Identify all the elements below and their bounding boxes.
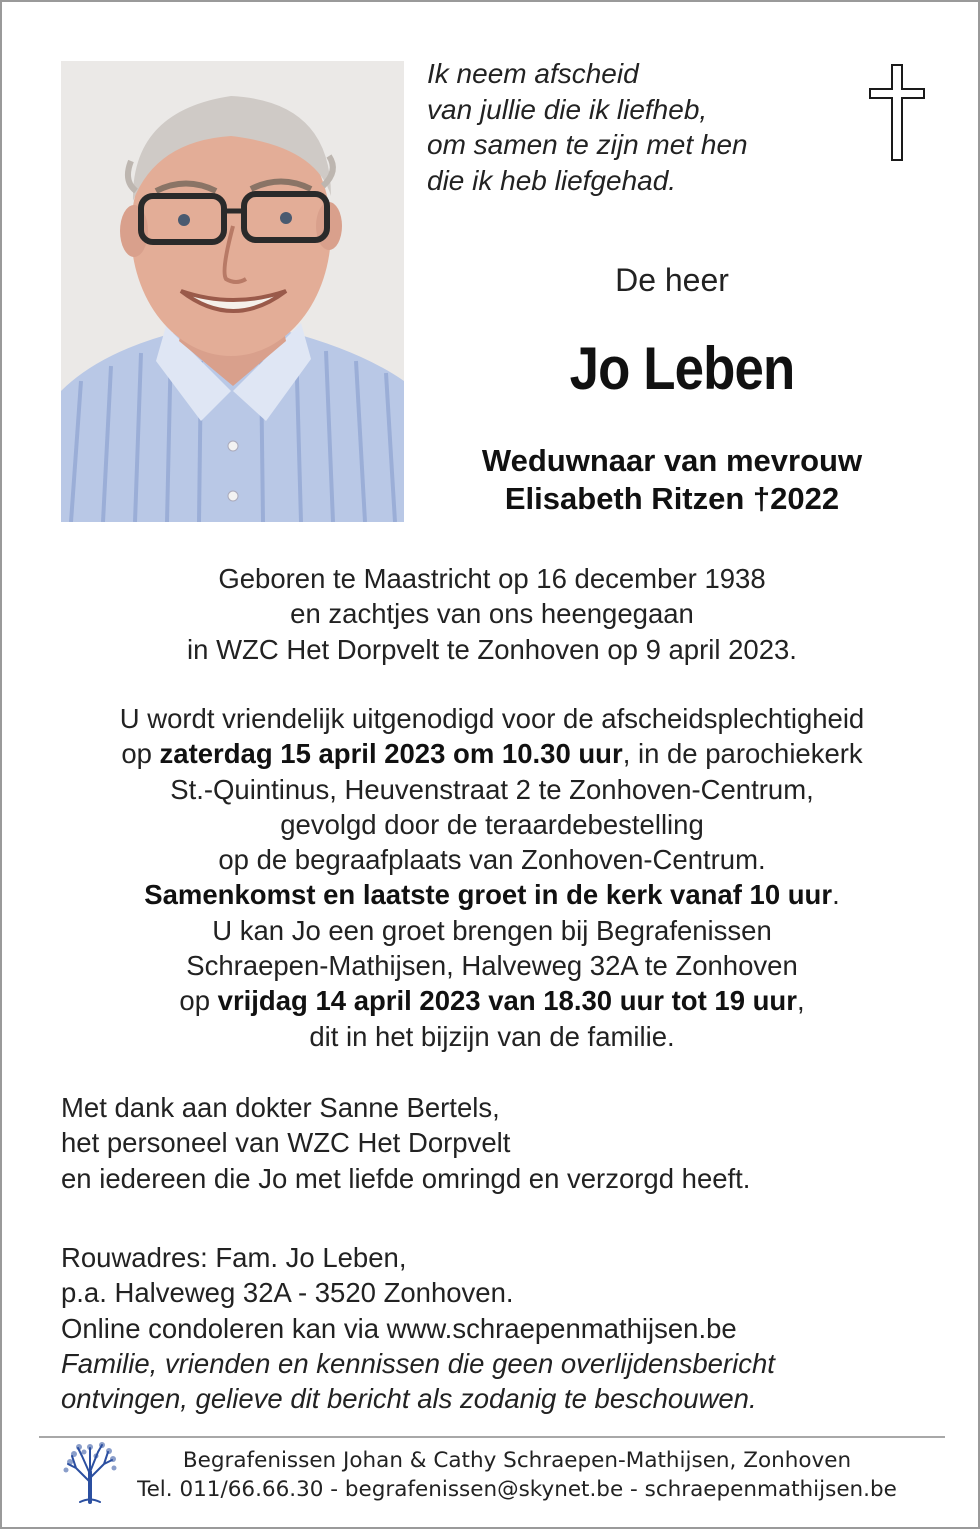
funeral-home-footer <box>122 1446 912 1504</box>
invitation-line <box>32 736 952 771</box>
invitation-line <box>32 877 952 912</box>
ceremony-datetime: zaterdag 15 april 2023 om 10.30 uur <box>159 738 623 770</box>
gathering-notice: Samenkomst en laatste groet in de kerk vanaf 10 uur <box>144 879 833 911</box>
invitation-text: , <box>796 985 805 1017</box>
birth-line: in WZC Het Dorpvelt te Zonhoven op 9 april 2023. <box>187 633 797 665</box>
widower-line: Elisabeth Ritzen †2022 <box>504 481 840 516</box>
notice-line: ontvingen, gelieve dit bericht als zodanig te beschouwen. <box>61 1383 757 1415</box>
notice-line: Familie, vrienden en kennissen die geen overlijdensbericht <box>61 1347 775 1379</box>
farewell-poem <box>427 56 847 198</box>
invitation-text: , in de parochiekerk <box>622 738 863 770</box>
thanks-line: en iedereen die Jo met liefde omringd en verzorgd heeft. <box>61 1162 751 1194</box>
invitation-line <box>32 983 952 1018</box>
invitation-line: dit in het bijzijn van de familie. <box>309 1020 675 1052</box>
address-line: p.a. Halveweg 32A - 3520 Zonhoven. <box>61 1277 514 1309</box>
invitation-text: op <box>121 738 160 770</box>
invitation-line: op de begraafplaats van Zonhoven-Centrum. <box>218 844 766 876</box>
thanks-line: Met dank aan dokter Sanne Bertels, <box>61 1092 500 1123</box>
visitation-datetime: vrijdag 14 april 2023 van 18.30 uur tot 19 uur <box>217 985 797 1017</box>
tree-logo-icon <box>62 1442 118 1504</box>
widower-line: Weduwnaar van mevrouw <box>481 443 863 478</box>
mourning-address <box>61 1240 941 1416</box>
invitation-line: U wordt vriendelijk uitgenodigd voor de afscheidsplechtigheid <box>119 703 865 734</box>
portrait-photo <box>61 61 404 522</box>
birth-death-details <box>32 561 952 667</box>
cross-icon <box>868 64 926 161</box>
funeral-invitation <box>32 701 952 1054</box>
invitation-text: . <box>832 879 840 911</box>
invitation-line: U kan Jo een groet brengen bij Begrafenissen <box>212 914 772 946</box>
birth-line: Geboren te Maastricht op 16 december 1938 <box>218 563 766 594</box>
invitation-line: Schraepen-Mathijsen, Halveweg 32A te Zonhoven <box>186 950 798 982</box>
poem-line: die ik heb liefgehad. <box>427 164 677 196</box>
condolence-link[interactable]: Online condoleren kan via www.schraepenmathijsen.be <box>61 1312 737 1344</box>
funeral-home-contact: Tel. 011/66.66.30 - begrafenissen@skynet.be - schraepenmathijsen.be <box>137 1477 897 1502</box>
salutation: De heer <box>615 262 729 298</box>
poem-line: Ik neem afscheid <box>427 58 639 89</box>
poem-line: van jullie die ik liefheb, <box>427 93 708 125</box>
funeral-home-name: Begrafenissen Johan & Cathy Schraepen-Mathijsen, Zonhoven <box>182 1448 852 1473</box>
invitation-text: op <box>179 985 218 1017</box>
widower-statement <box>422 442 922 518</box>
deceased-name: Jo Leben <box>569 335 795 402</box>
poem-line: om samen te zijn met hen <box>427 129 748 160</box>
thanks-line: het personeel van WZC Het Dorpvelt <box>61 1127 511 1159</box>
portrait-illustration <box>61 61 404 522</box>
invitation-line: St.-Quintinus, Heuvenstraat 2 te Zonhoven-Centrum, <box>170 773 814 805</box>
footer-divider <box>39 1436 945 1438</box>
invitation-line: gevolgd door de teraardebestelling <box>280 808 704 840</box>
address-line: Rouwadres: Fam. Jo Leben, <box>61 1242 407 1273</box>
acknowledgements <box>61 1090 941 1196</box>
birth-line: en zachtjes van ons heengegaan <box>290 598 694 630</box>
